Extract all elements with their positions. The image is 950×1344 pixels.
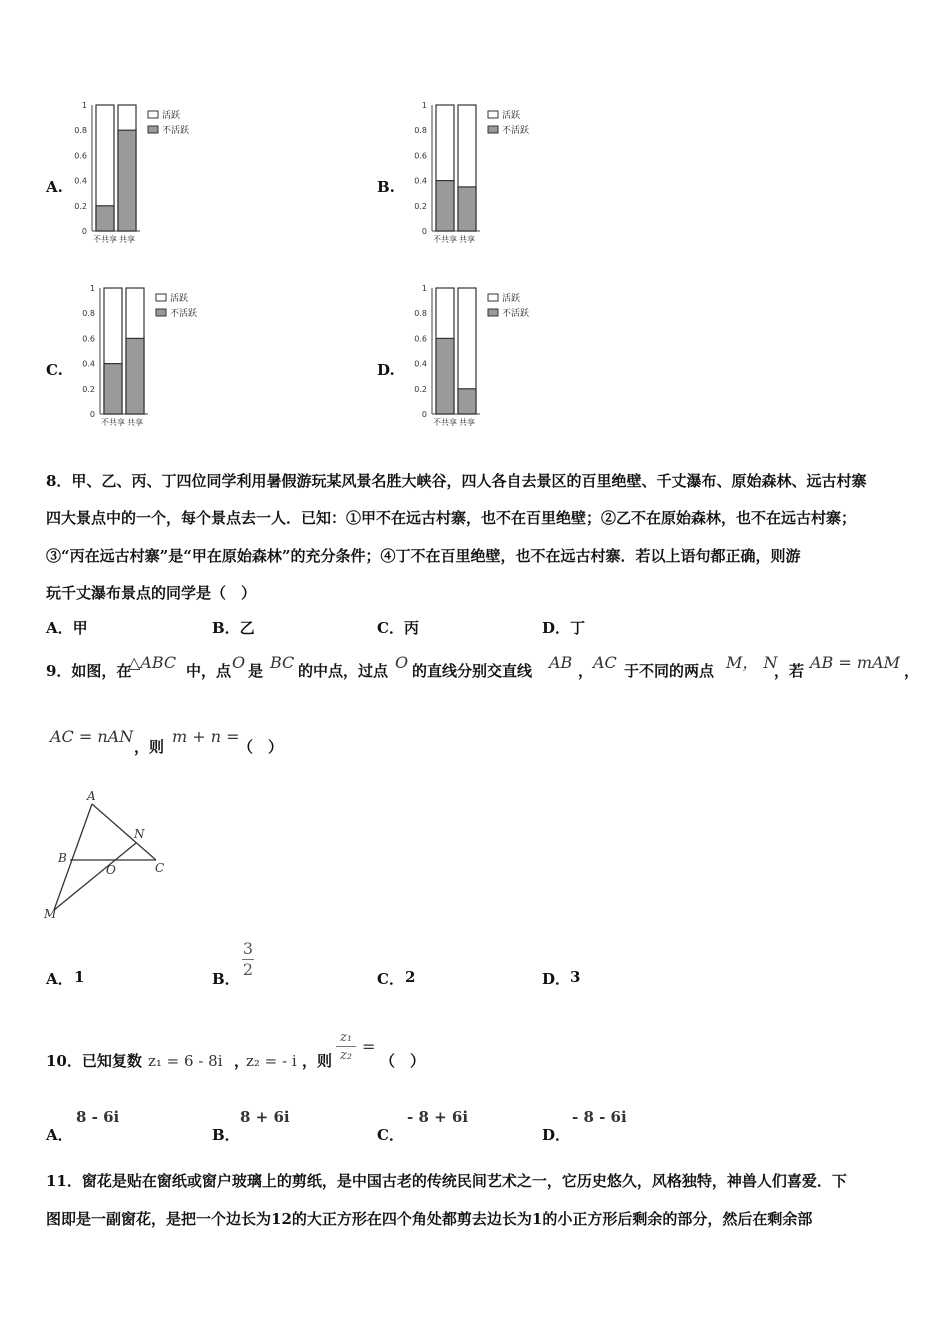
chart-a-label: A. [46,178,63,196]
q9-option-c-label: C． [377,970,404,988]
legend-swatch [156,309,166,316]
y-tick-label: 0.8 [414,126,427,136]
q11-line-1: 11．窗花是贴在窗纸或窗户玻璃上的剪纸，是中国古老的传统民间艺术之一，它历史悠久，风格独特，神兽人们喜爱．下 [46,1172,847,1190]
x-tick-label: 共享 [459,418,475,427]
y-tick-label: 0.2 [414,201,427,211]
q9-stem-line-1 [46,653,920,686]
q9-option-b-denominator: 2 [242,960,254,979]
q10-text-3: ，则 [302,1052,333,1070]
q9-text-9: ， [904,662,920,680]
bar-shaded-segment [436,181,454,231]
chart-c-label: C. [46,361,63,379]
bar-shaded-segment [104,364,122,414]
q9-label-m: M [44,907,57,921]
q8-line-3: ③“丙在远古村寨”是“甲在原始森林”的充分条件；④丁不在百里绝壁，也不在远古村寨．若以上语句都正确，则游 [46,547,801,565]
chart-b-label: B. [377,178,395,196]
q10-equals: = [362,1037,376,1056]
q9-math-bc: BC [270,653,295,672]
q8-line-2: 四大景点中的一个，每个景点去一人．已知：①甲不在远古村寨，也不在百里绝壁；②乙不在原始森林，也不在远古村寨； [46,509,857,527]
q9-option-b-label: B． [212,970,240,988]
y-tick-label: 0.4 [414,359,427,369]
x-tick-label: 不共享 [433,235,457,244]
q10-option-b-value: 8 + 6i [240,1108,290,1126]
q9-segment-ac [92,804,156,860]
legend-label: 活跃 [502,111,521,121]
chart-b [410,95,550,255]
q9-math-o: O [232,653,246,672]
q9-text-6: ， [578,662,594,680]
y-tick-label: 1 [421,101,427,110]
q10-stem [46,1030,546,1080]
y-tick-label: 0.6 [414,334,427,344]
q10-math-z1: z₁ = 6 - 8i [148,1052,223,1070]
q9-stem-line-2 [46,728,446,758]
y-tick-label: 0 [421,227,427,236]
q9-text-2: 中，点 [186,662,232,680]
q10-fraction [336,1030,356,1065]
q10-text-4: （ ） [380,1052,426,1070]
q10-option-b-label: B． [212,1126,240,1144]
legend-label: 不活跃 [502,126,530,136]
bar-shaded-segment [126,338,144,414]
q9-math-ac: AC [593,653,617,672]
q9-option-b-fraction [240,940,256,979]
q9-math-mn: M， N [726,653,778,672]
legend-label: 活跃 [170,294,189,304]
q9-text-3: 是 [248,662,264,680]
q9-text-4: 的中点，过点 [298,662,389,680]
q8-option-a: A．甲 [46,619,88,637]
legend-label: 不活跃 [502,309,530,319]
q8-line-4: 玩千丈瀑布景点的同学是（ ） [46,584,257,602]
y-tick-label: 0.8 [82,309,95,319]
bar-shaded-segment [118,130,136,231]
q10-option-a-label: A． [46,1126,73,1144]
q8-option-c: C．丙 [377,619,419,637]
q10-math-z2: z₂ = - i [246,1052,297,1070]
chart-c [78,278,218,438]
x-tick-label: 共享 [119,235,135,244]
y-tick-label: 0.4 [82,359,95,369]
y-tick-label: 0.6 [74,151,87,161]
q8-option-d: D．丁 [542,619,586,637]
legend-label: 不活跃 [162,126,190,136]
y-tick-label: 0 [421,410,427,419]
legend-swatch [488,111,498,118]
q9-math-sum: m + n = [172,727,240,746]
y-tick-label: 1 [81,101,87,110]
q9-text-7: 于不同的两点 [624,662,715,680]
legend-swatch [148,111,158,118]
q9-label-o: O [106,863,116,877]
legend-swatch [488,309,498,316]
legend-label: 不活跃 [170,309,198,319]
y-tick-label: 0.4 [74,176,87,186]
q9-math-ab: AB [549,653,573,672]
q9-text-1: 9．如图，在 [46,662,132,680]
q9-label-b: B [58,851,67,865]
q10-option-a-value: 8 - 6i [76,1108,120,1126]
q10-option-d-value: - 8 - 6i [572,1108,627,1126]
q9-option-a-label: A． [46,970,73,988]
legend-swatch [148,126,158,133]
q10-text-2: ， [234,1052,250,1070]
q9-label-a: A [87,789,96,803]
q9-text-10: ，则 [134,738,165,756]
q9-option-b-numerator: 3 [242,939,254,958]
bar-shaded-segment [458,187,476,231]
chart-d [410,278,550,438]
q9-label-n: N [134,827,145,841]
x-tick-label: 不共享 [433,418,457,427]
y-tick-label: 0.8 [414,309,427,319]
q9-option-a-value: 1 [74,968,85,986]
q10-option-c-value: - 8 + 6i [407,1108,469,1126]
legend-swatch [156,294,166,301]
q9-text-8: ，若 [774,662,805,680]
q9-math-eq1: AB = mAM [810,653,900,672]
q9-option-d-value: 3 [570,968,581,986]
x-tick-label: 共享 [127,418,143,427]
y-tick-label: 1 [89,284,95,293]
bar-shaded-segment [96,206,114,231]
q9-math-abc: △ABC [128,653,177,672]
y-tick-label: 0.4 [414,176,427,186]
q9-text-5: 的直线分别交直线 [412,662,533,680]
bar-shaded-segment [458,389,476,414]
legend-swatch [488,294,498,301]
y-tick-label: 0 [81,227,87,236]
y-tick-label: 1 [421,284,427,293]
q10-fraction-denominator: z₂ [339,1048,353,1063]
q9-option-c-value: 2 [405,968,416,986]
legend-swatch [488,126,498,133]
y-tick-label: 0.2 [414,384,427,394]
q11-line-2: 图即是一副窗花，是把一个边长为12的大正方形在四个角处都剪去边长为1的小正方形后剩余的部分，然后在剩余部 [46,1210,813,1228]
q9-option-d-label: D． [542,970,571,988]
bar-shaded-segment [436,338,454,414]
q10-option-c-label: C． [377,1126,404,1144]
y-tick-label: 0.6 [82,334,95,344]
y-tick-label: 0.2 [82,384,95,394]
legend-label: 活跃 [502,294,521,304]
q9-label-c: C [155,861,165,875]
q9-math-o2: O [395,653,409,672]
chart-d-label: D. [377,361,395,379]
x-tick-label: 共享 [459,235,475,244]
q10-option-d-label: D． [542,1126,571,1144]
q10-text-1: 10．已知复数 [46,1052,142,1070]
x-tick-label: 不共享 [101,418,125,427]
q9-math-eq2: AC = nAN [50,727,134,746]
y-tick-label: 0.6 [414,151,427,161]
y-tick-label: 0.8 [74,126,87,136]
chart-a [70,95,210,255]
y-tick-label: 0.2 [74,201,87,211]
q10-fraction-numerator: z₁ [339,1030,353,1045]
q8-option-b: B．乙 [212,619,255,637]
x-tick-label: 不共享 [93,235,117,244]
q9-text-11: （ ） [238,738,284,756]
q9-triangle-figure [38,786,178,926]
q8-line-1: 8．甲、乙、丙、丁四位同学利用暑假游玩某风景名胜大峡谷，四人各自去景区的百里绝壁、千丈瀑布、原始森林、远古村寨 [46,472,867,490]
y-tick-label: 0 [89,410,95,419]
legend-label: 活跃 [162,111,181,121]
